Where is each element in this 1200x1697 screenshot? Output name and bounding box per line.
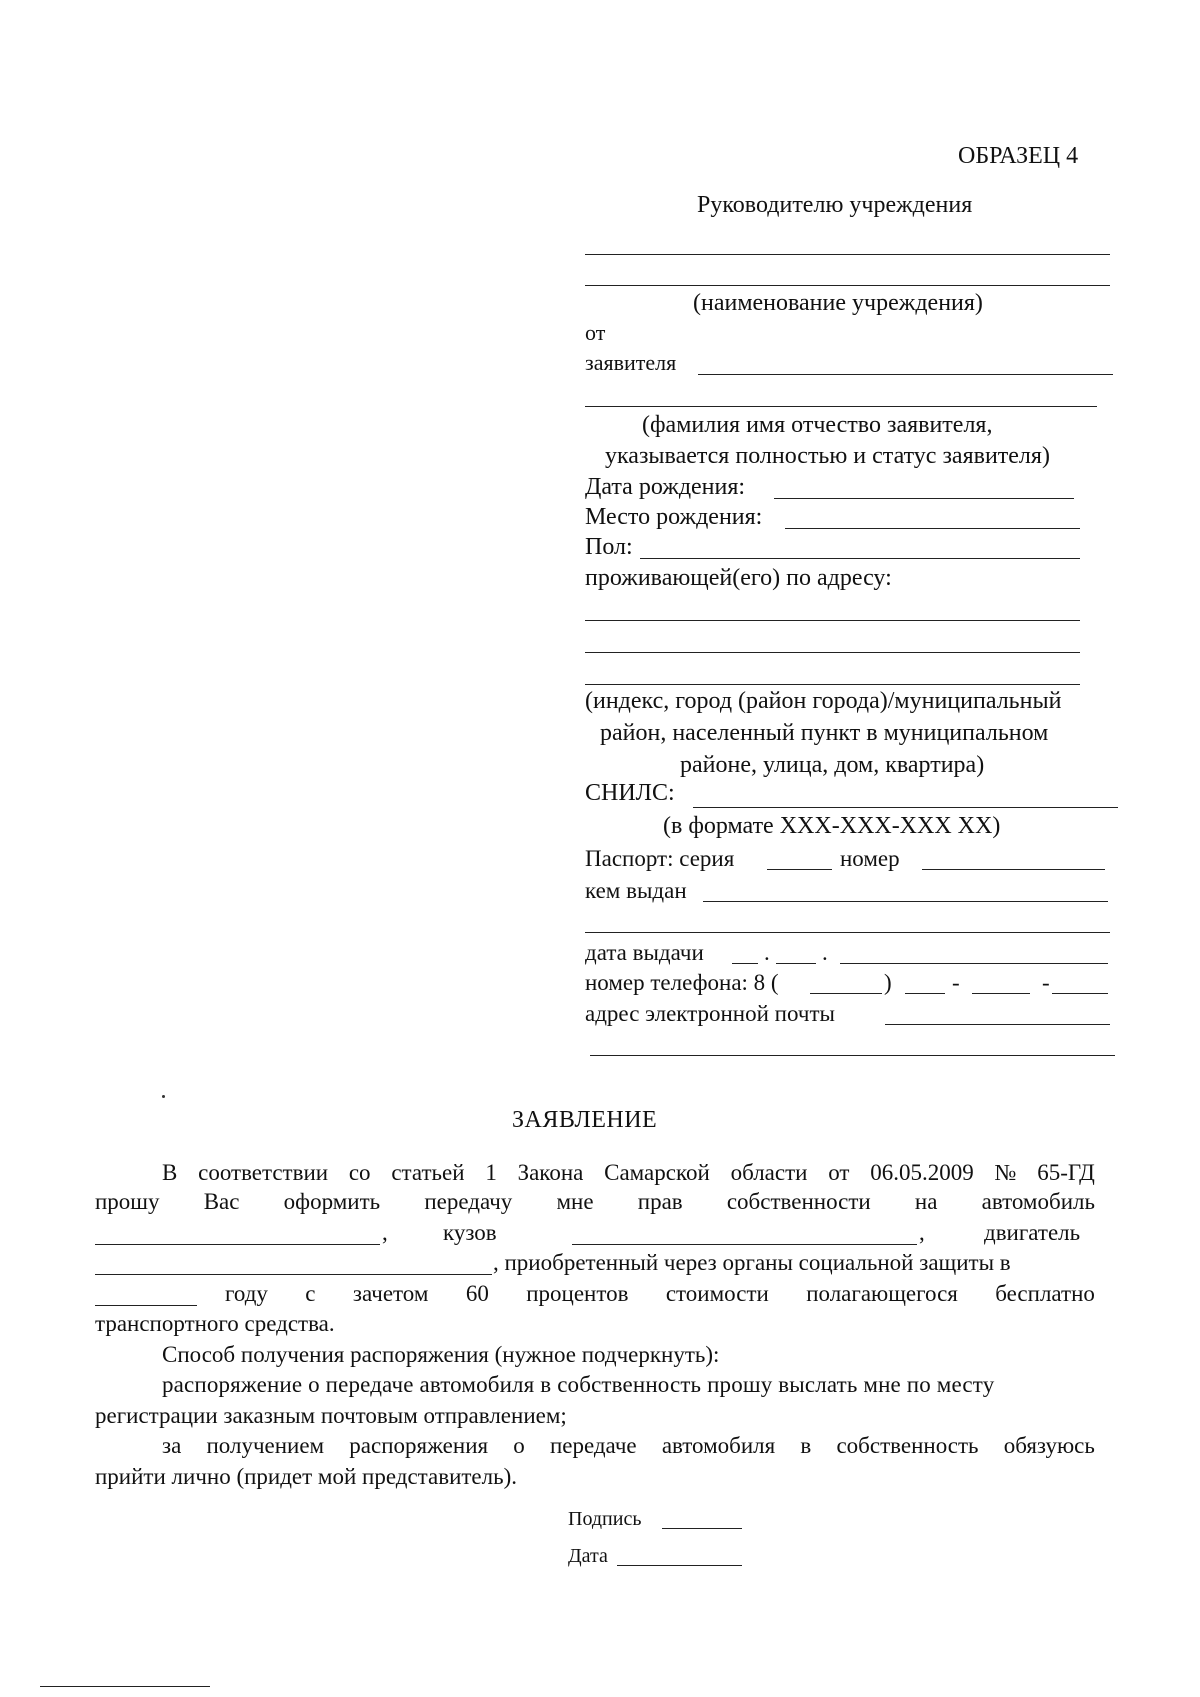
word: году (225, 1281, 268, 1306)
institution-line-1[interactable] (585, 254, 1110, 255)
applicant-hint-2: указывается полностью и статус заявителя) (605, 443, 1050, 469)
applicant-name-line[interactable] (698, 374, 1113, 375)
issue-date-dot-1: . (764, 940, 770, 965)
address-line-2[interactable] (585, 652, 1080, 653)
phone-dash-2: - (1042, 970, 1050, 995)
passport-number-label: номер (840, 846, 900, 871)
word: собственности (726, 1189, 871, 1214)
word: статьей (391, 1160, 465, 1185)
word: собственность (836, 1433, 979, 1458)
date-label: Дата (568, 1545, 608, 1567)
email-line[interactable] (885, 1024, 1110, 1025)
institution-line-2[interactable] (585, 285, 1110, 286)
word: 06.05.2009 (870, 1160, 974, 1185)
issue-date-dot-2: . (822, 940, 828, 965)
date-line[interactable] (617, 1565, 742, 1566)
purchase-year-line[interactable] (95, 1305, 197, 1306)
word: автомобиль (981, 1189, 1095, 1214)
paragraph-4-line-2: прийти лично (придет мой представитель). (95, 1464, 518, 1489)
body-label: кузов (443, 1220, 497, 1245)
word: 65-ГД (1037, 1160, 1095, 1185)
paragraph-1-line-2 (95, 1189, 1095, 1215)
snils-line[interactable] (693, 807, 1118, 808)
paragraph-1-line-1 (162, 1160, 1095, 1186)
phone-part-2-line[interactable] (972, 993, 1030, 994)
birth-place-label: Место рождения: (585, 504, 763, 530)
word: 60 (465, 1281, 489, 1306)
word: со (348, 1160, 371, 1185)
phone-part-1-line[interactable] (905, 993, 945, 994)
issue-date-year-line[interactable] (840, 963, 1108, 964)
birth-date-label: Дата рождения: (585, 474, 746, 500)
engine-number-line[interactable] (95, 1274, 492, 1275)
word: зачетом (352, 1281, 429, 1306)
phone-close-paren: ) (884, 970, 892, 995)
body-number-line[interactable] (572, 1244, 917, 1245)
phone-part-3-line[interactable] (1052, 993, 1108, 994)
word: передачу (424, 1189, 513, 1214)
address-line-1[interactable] (585, 620, 1080, 621)
car-model-line[interactable] (95, 1244, 380, 1245)
addressee-heading: Руководителю учреждения (697, 192, 973, 218)
word: в (800, 1433, 812, 1458)
word: получением (206, 1433, 325, 1458)
paragraph-4-line-1 (162, 1433, 1095, 1459)
passport-number-line[interactable] (922, 869, 1105, 870)
word: В (162, 1160, 178, 1185)
stray-dot (162, 1095, 165, 1098)
paragraph-2: Способ получения распоряжения (нужное подчеркнуть): (162, 1342, 720, 1367)
birth-date-line[interactable] (774, 498, 1074, 499)
birth-place-line[interactable] (785, 528, 1080, 529)
footnote-separator (40, 1686, 210, 1687)
institution-hint: (наименование учреждения) (693, 290, 983, 316)
word: мне (556, 1189, 594, 1214)
word: Закона (517, 1160, 584, 1185)
word: соответствии (198, 1160, 329, 1185)
word: области (730, 1160, 808, 1185)
word: стоимости (665, 1281, 769, 1306)
address-line-3[interactable] (585, 684, 1080, 685)
word: обязуюсь (1003, 1433, 1095, 1458)
word: от (828, 1160, 850, 1185)
word: передаче (549, 1433, 637, 1458)
word: о (513, 1433, 525, 1458)
word: 1 (485, 1160, 497, 1185)
sex-line[interactable] (640, 558, 1080, 559)
issue-date-label: дата выдачи (585, 940, 704, 965)
paragraph-1-line-6: транспортного средства. (95, 1311, 335, 1336)
sex-label: Пол: (585, 534, 633, 560)
engine-label: двигатель (984, 1220, 1081, 1245)
word: № (994, 1160, 1017, 1185)
car-comma: , (382, 1220, 388, 1245)
word: прошу (95, 1189, 160, 1214)
passport-series-line[interactable] (767, 869, 832, 870)
applicant-label: заявителя (585, 350, 677, 375)
signature-line[interactable] (662, 1528, 742, 1529)
word: с (305, 1281, 316, 1306)
email-label: адрес электронной почты (585, 1001, 835, 1026)
word: бесплатно (995, 1281, 1095, 1306)
phone-dash-1: - (952, 970, 960, 995)
word: прав (637, 1189, 683, 1214)
paragraph-3-line-1: распоряжение о передаче автомобиля в собственность прошу выслать мне по месту (162, 1372, 995, 1397)
word: оформить (283, 1189, 381, 1214)
issue-date-month-line[interactable] (776, 963, 816, 964)
email-line-2[interactable] (590, 1055, 1115, 1056)
word: Самарской (604, 1160, 710, 1185)
issue-date-day-line[interactable] (732, 963, 758, 964)
word: на (914, 1189, 938, 1214)
snils-hint: (в формате ХХХ-ХХХ-ХХХ ХХ) (663, 813, 1001, 839)
passport-label: Паспорт: серия (585, 846, 735, 871)
issued-by-line-2[interactable] (585, 932, 1110, 933)
applicant-name-line-2[interactable] (585, 406, 1097, 407)
address-hint-1: (индекс, город (район города)/муниципальный (585, 688, 1062, 714)
word: распоряжения (349, 1433, 489, 1458)
applicant-hint-1: (фамилия имя отчество заявителя, (642, 412, 993, 438)
address-hint-2: район, населенный пункт в муниципальном (600, 720, 1049, 746)
phone-code-line[interactable] (810, 993, 882, 994)
body-comma: , (919, 1220, 925, 1245)
paragraph-1-line-5 (225, 1281, 1095, 1307)
document-title: ЗАЯВЛЕНИЕ (512, 1107, 658, 1133)
signature-label: Подпись (568, 1508, 642, 1530)
word: процентов (526, 1281, 629, 1306)
issued-by-label: кем выдан (585, 878, 687, 903)
address-hint-3: районе, улица, дом, квартира) (680, 752, 985, 778)
word: Вас (203, 1189, 240, 1214)
address-label: проживающей(его) по адресу: (585, 565, 892, 591)
paragraph-3-line-2: регистрации заказным почтовым отправлением; (95, 1403, 567, 1428)
paragraph-1-line-4: , приобретенный через органы социальной защиты в (493, 1250, 1011, 1275)
phone-label: номер телефона: 8 ( (585, 970, 779, 995)
issued-by-line[interactable] (703, 901, 1108, 902)
word: автомобиля (661, 1433, 776, 1458)
sample-label: ОБРАЗЕЦ 4 (958, 143, 1079, 169)
from-label: от (585, 320, 606, 345)
word: полагающегося (806, 1281, 958, 1306)
snils-label: СНИЛС: (585, 780, 675, 806)
word: за (162, 1433, 182, 1458)
